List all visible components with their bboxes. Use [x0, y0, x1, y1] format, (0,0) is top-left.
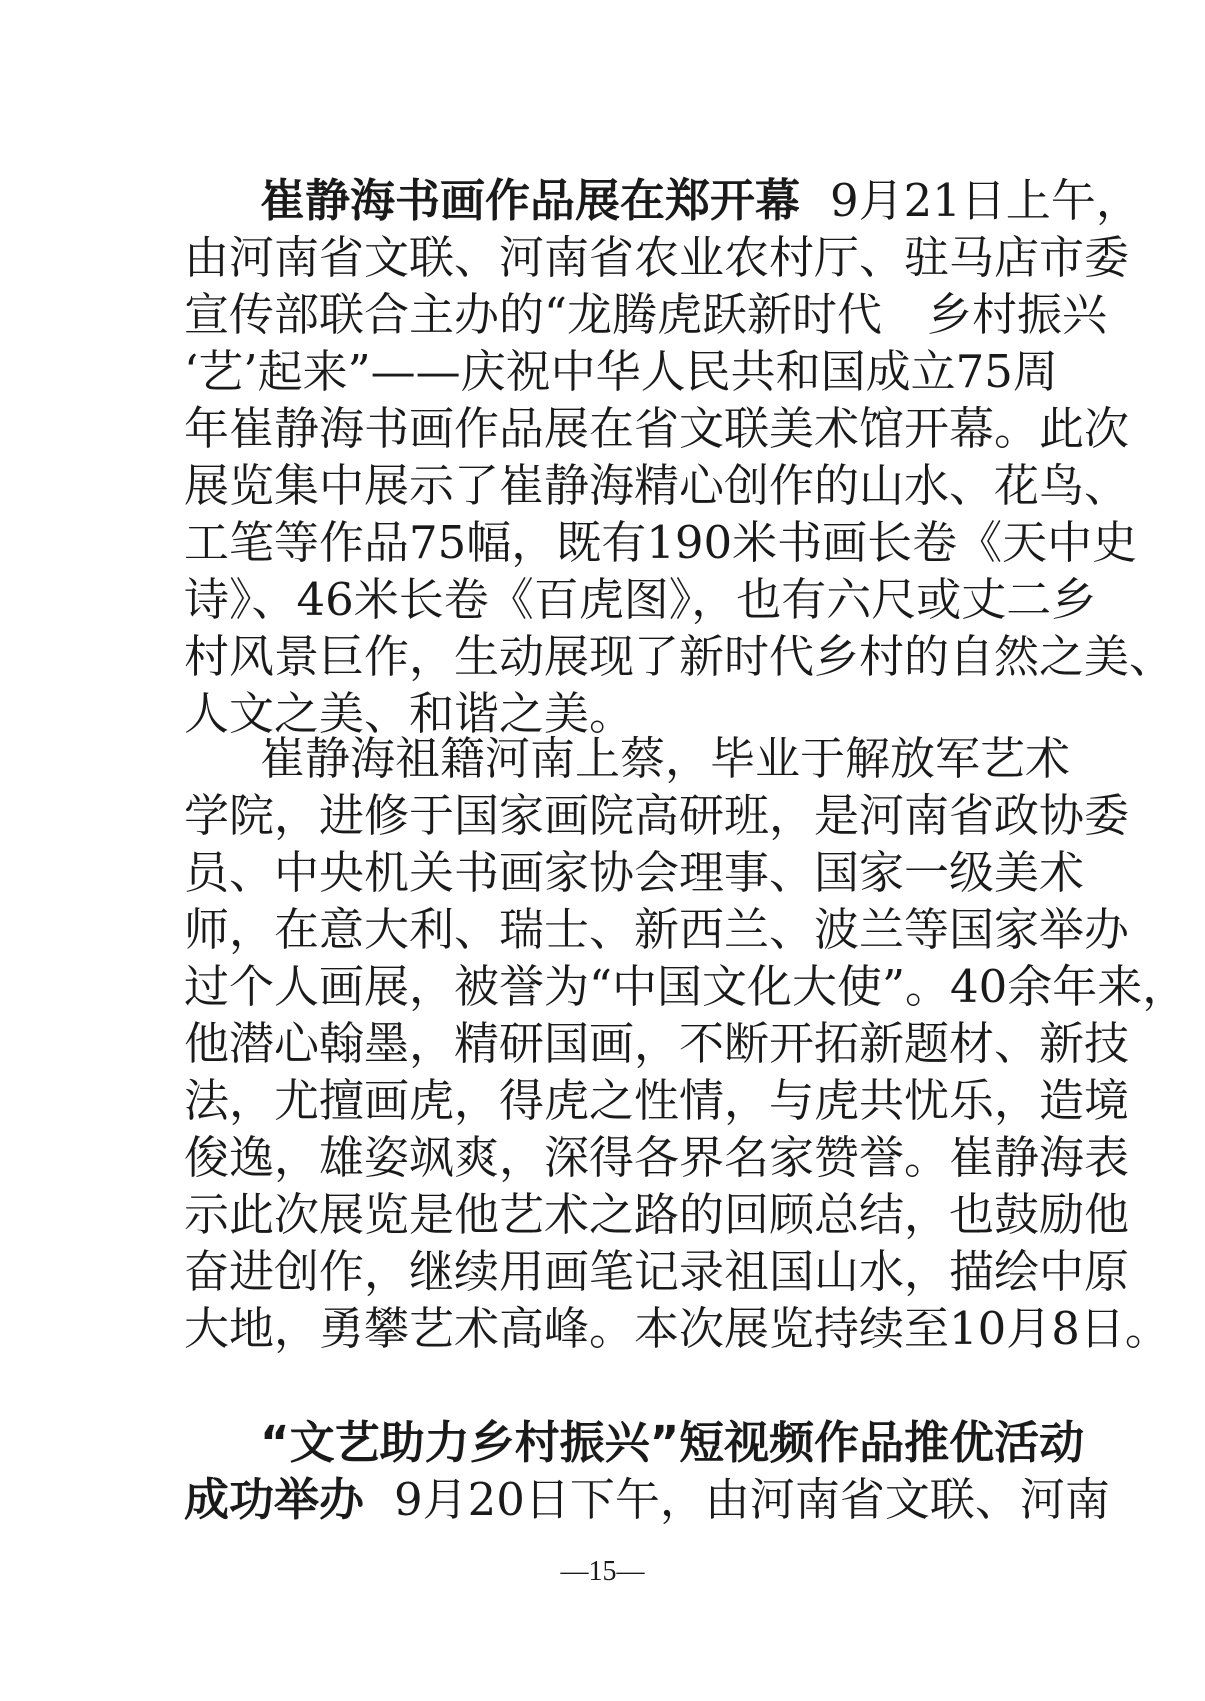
body-line: 诗》、46米长卷《百虎图》，也有六尺或丈二乡 — [184, 573, 1097, 626]
body-line: 宣传部联合主办的“龙腾虎跃新时代 乡村振兴 — [184, 288, 1108, 341]
body-line: 展览集中展示了崔静海精心创作的山水、花鸟、 — [184, 459, 1130, 512]
body-line: 由河南省文联、河南省农业农村厅、驻马店市委 — [184, 231, 1130, 284]
article-1-first-line — [184, 172, 1141, 229]
article-1-paragraph-2 — [184, 730, 1188, 1357]
article-1-title: 崔静海书画作品展在郑开幕 — [260, 174, 801, 227]
page-number: —15— — [560, 1556, 645, 1587]
article-2 — [184, 1414, 1110, 1528]
body-line: 年崔静海书画作品展在省文联美术馆开幕。此次 — [184, 402, 1130, 455]
body-line: 过个人画展，被誉为“中国文化大使”。40余年来， — [184, 960, 1188, 1013]
body-line: 示此次展览是他艺术之路的回顾总结，也鼓励他 — [184, 1188, 1130, 1241]
body-line: 崔静海祖籍河南上蔡，毕业于解放军艺术 — [260, 732, 1071, 785]
body-line: 师，在意大利、瑞士、新西兰、波兰等国家举办 — [184, 903, 1130, 956]
article-2-title-end: 成功举办 — [184, 1473, 365, 1526]
body-line: 员、中央机关书画家协会理事、国家一级美术 — [184, 846, 1085, 899]
body-line: 学院，进修于国家画院高研班，是河南省政协委 — [184, 789, 1130, 842]
body-line: 法，尤擅画虎，得虎之性情，与虎共忧乐，造境 — [184, 1074, 1130, 1127]
body-line: 奋进创作，继续用画笔记录祖国山水，描绘中原 — [184, 1245, 1130, 1298]
body-text: 9月21日上午， — [830, 174, 1141, 227]
body-line: 大地，勇攀艺术高峰。本次展览持续至10月8日。 — [184, 1302, 1170, 1355]
article-1-paragraph-1 — [184, 172, 1175, 742]
body-text: 9月20日下午，由河南省文联、河南 — [394, 1473, 1110, 1526]
body-line: ‘艺’起来”——庆祝中华人民共和国成立75周 — [184, 345, 1058, 398]
article-2-first-line — [184, 1471, 1110, 1528]
article-2-title: “文艺助力乡村振兴”短视频作品推优活动 — [260, 1416, 1085, 1469]
body-line: 村风景巨作，生动展现了新时代乡村的自然之美、 — [184, 630, 1175, 683]
body-line: 他潜心翰墨，精研国画，不断开拓新题材、新技 — [184, 1017, 1130, 1070]
body-line: 人文之美、和谐之美。 — [184, 687, 635, 740]
body-line: 俊逸，雄姿飒爽，深得各界名家赞誉。崔静海表 — [184, 1131, 1130, 1184]
body-line: 工笔等作品75幅，既有190米书画长卷《天中史 — [184, 516, 1138, 569]
